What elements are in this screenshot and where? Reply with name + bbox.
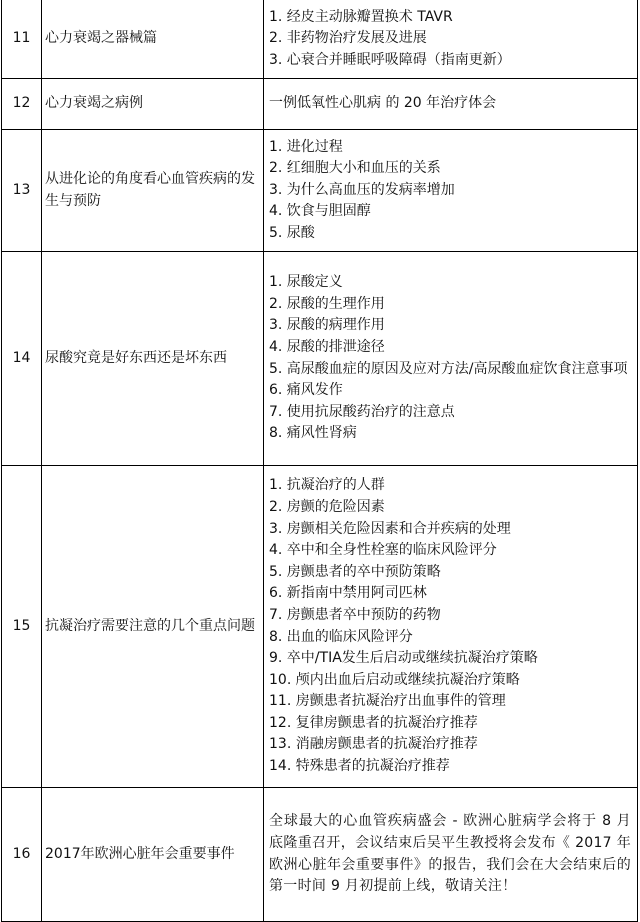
topic-cell: 心力衰竭之器械篇 <box>42 0 264 79</box>
content-cell <box>264 79 638 130</box>
list-item: 14. 特殊患者的抗凝治疗推荐 <box>269 758 450 775</box>
course-schedule-table <box>1 0 638 922</box>
row-number: 14 <box>2 252 42 466</box>
table-row <box>2 0 638 79</box>
table-row <box>2 79 638 130</box>
list-item: 1. 抗凝治疗的人群 <box>269 477 385 494</box>
list-item: 8. 痛风性肾病 <box>269 425 357 442</box>
row-number: 12 <box>2 79 42 130</box>
list-item: 1. 尿酸定义 <box>269 274 343 291</box>
list-item: 5. 房颤患者的卒中预防策略 <box>269 563 441 580</box>
topic-cell: 2017年欧洲心脏年会重要事件 <box>42 788 264 922</box>
list-item: 1. 经皮主动脉瓣置换术 TAVR <box>269 8 453 25</box>
list-item: 11. 房颤患者抗凝治疗出血事件的管理 <box>269 693 506 710</box>
event-description: 全球最大的心血管疾病盛会 - 欧洲心脏病学会将于 8 月底隆重召开，会议结束后吴平生教授将会发布《 2017 年欧洲心脏年会重要事件》的报告，我们会在大会结束后的第一时间 9 月初提前上线，敬请关注！ <box>269 813 631 895</box>
list-item: 1. 进化过程 <box>269 138 343 155</box>
table-row <box>2 252 638 466</box>
table-row <box>2 788 638 922</box>
list-item: 5. 尿酸 <box>269 224 315 241</box>
table-row <box>2 466 638 788</box>
topic-cell: 抗凝治疗需要注意的几个重点问题 <box>42 466 264 788</box>
row-number: 15 <box>2 466 42 788</box>
row-number: 11 <box>2 0 42 79</box>
content-cell <box>264 0 638 79</box>
list-item: 2. 红细胞大小和血压的关系 <box>269 160 441 177</box>
list-item: 5. 高尿酸血症的原因及应对方法/高尿酸血症饮食注意事项 <box>269 360 628 377</box>
list-item: 6. 新指南中禁用阿司匹林 <box>269 585 427 602</box>
list-item: 8. 出血的临床风险评分 <box>269 628 413 645</box>
list-item: 3. 为什么高血压的发病率增加 <box>269 181 455 198</box>
list-item: 7. 房颤患者卒中预防的药物 <box>269 606 441 623</box>
content-cell <box>264 466 638 788</box>
row-number: 16 <box>2 788 42 922</box>
table-row <box>2 130 638 252</box>
topic-cell: 尿酸究竟是好东西还是坏东西 <box>42 252 264 466</box>
list-item: 2. 尿酸的生理作用 <box>269 295 385 312</box>
list-item: 9. 卒中/TIA发生后启动或继续抗凝治疗策略 <box>269 650 538 667</box>
list-item: 7. 使用抗尿酸药治疗的注意点 <box>269 403 455 420</box>
content-cell <box>264 252 638 466</box>
content-cell <box>264 130 638 252</box>
list-item: 3. 心衰合并睡眠呼吸障碍（指南更新） <box>269 51 511 68</box>
list-item: 一例低氧性心肌病 的 20 年治疗体会 <box>269 95 497 112</box>
list-item: 13. 消融房颤患者的抗凝治疗推荐 <box>269 736 478 753</box>
list-item: 2. 房颤的危险因素 <box>269 498 385 515</box>
topic-cell: 心力衰竭之病例 <box>42 79 264 130</box>
row-number: 13 <box>2 130 42 252</box>
list-item: 10. 颅内出血后启动或继续抗凝治疗策略 <box>269 671 520 688</box>
topic-cell: 从进化论的角度看心血管疾病的发生与预防 <box>42 130 264 252</box>
list-item: 4. 卒中和全身性栓塞的临床风险评分 <box>269 542 497 559</box>
list-item: 4. 尿酸的排泄途径 <box>269 338 385 355</box>
list-item: 12. 复律房颤患者的抗凝治疗推荐 <box>269 714 478 731</box>
list-item: 3. 尿酸的病理作用 <box>269 317 385 334</box>
list-item: 6. 痛风发作 <box>269 382 343 399</box>
list-item: 4. 饮食与胆固醇 <box>269 203 371 220</box>
list-item: 2. 非药物治疗发展及进展 <box>269 30 427 47</box>
list-item: 3. 房颤相关危险因素和合并疾病的处理 <box>269 520 511 537</box>
content-cell <box>264 788 638 922</box>
